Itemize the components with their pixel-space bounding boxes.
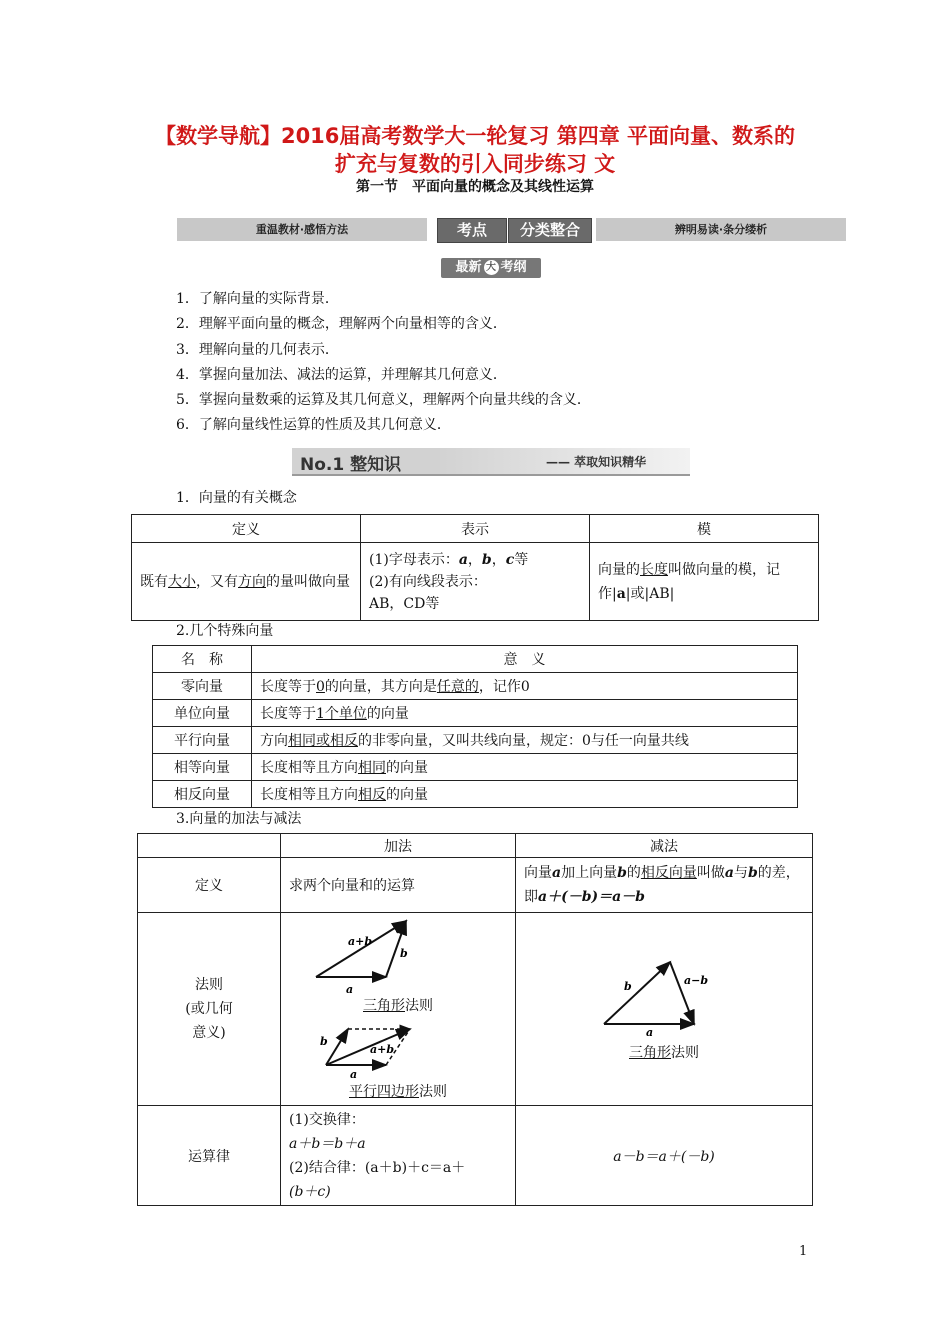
- underlined-term: 方向: [238, 573, 266, 590]
- banner-right: 辨明易读·条分缕析: [596, 218, 846, 241]
- header-cell: 表示: [361, 515, 590, 543]
- text: 向量的: [598, 561, 640, 578]
- underlined-term: 相反: [358, 787, 386, 803]
- label-a: a: [350, 1068, 358, 1079]
- law-formula: (b＋c): [289, 1183, 331, 1200]
- text: 的向量: [386, 787, 428, 803]
- underlined-term: 长度: [640, 561, 668, 578]
- title-line-2: 扩充与复数的引入同步练习 文: [334, 152, 616, 176]
- sub-rule-cell: [516, 913, 813, 1106]
- text: 的量叫做向量: [266, 573, 350, 590]
- representation-cell: [361, 543, 590, 621]
- knowledge-header-label: No.1 整知识: [300, 455, 402, 475]
- underlined-term: 0: [316, 679, 325, 695]
- underlined-term: 相同或相反: [288, 733, 358, 749]
- list-item: 1．了解向量的实际背景．: [176, 291, 339, 307]
- knowledge-header-note: —— 萃取知识精华: [546, 455, 647, 469]
- text: 既有: [140, 573, 168, 590]
- var-a: a: [724, 865, 734, 881]
- meaning-cell: [252, 781, 798, 808]
- label-a-minus-b: a−b: [684, 974, 709, 987]
- table-row: [153, 700, 798, 727]
- label-a-plus-b: a+b: [370, 1043, 395, 1056]
- rep-line-2: (2)有向线段表示：: [369, 573, 487, 590]
- header-cell: 减法: [516, 834, 813, 858]
- underlined-term: 大小: [168, 573, 196, 590]
- header-cell: 模: [590, 515, 819, 543]
- badge-text-b: 考纲: [500, 260, 527, 275]
- law-line: (2)结合律：(a＋b)＋c＝a＋: [289, 1159, 466, 1176]
- vector-diff-arrow: [670, 962, 694, 1024]
- vector-b-arrow: [604, 962, 670, 1024]
- badge-text-a: 最新: [455, 260, 482, 275]
- var-a: a: [458, 551, 468, 568]
- page-number: 1: [799, 1244, 808, 1259]
- text: 长度相等且方向: [260, 760, 358, 776]
- var-b: b: [617, 865, 627, 881]
- parallelogram-rule-figure: [298, 1021, 498, 1079]
- label-b: b: [400, 947, 408, 960]
- underlined-term: 平行四边形: [349, 1084, 419, 1100]
- text: 与: [733, 865, 748, 881]
- definition-cell: [132, 543, 361, 621]
- text: 法则: [671, 1045, 699, 1061]
- vector-sum-arrow: [316, 921, 406, 977]
- row-label: 定义: [138, 858, 281, 913]
- name-cell: 单位向量: [153, 700, 252, 727]
- sub-definition: [516, 858, 813, 913]
- name-cell: 相等向量: [153, 754, 252, 781]
- underlined-term: 相同: [358, 760, 386, 776]
- text: ，: [467, 551, 482, 568]
- var-b: b: [747, 865, 758, 881]
- text: ，: [491, 551, 506, 568]
- section-3-heading: 3.向量的加法与减法: [176, 811, 302, 827]
- text: 的向量: [386, 760, 428, 776]
- banner-fenlei: 分类整合: [508, 218, 592, 243]
- triangle-rule-figure: [298, 917, 498, 999]
- parallelogram-rule-caption: [281, 1081, 515, 1101]
- table-row: [153, 727, 798, 754]
- triangle-rule-caption: [281, 995, 515, 1015]
- add-rule-cell: [281, 913, 516, 1106]
- document-title: [120, 122, 830, 178]
- underlined-term: 任意的: [436, 679, 479, 695]
- underlined-term: 三角形: [629, 1045, 671, 1061]
- modulus-cell: [590, 543, 819, 621]
- name-cell: 零向量: [153, 673, 252, 700]
- label-a: a: [346, 983, 354, 996]
- list-item: 6．了解向量线性运算的性质及其几何意义．: [176, 417, 451, 434]
- var-a: a: [552, 865, 562, 881]
- text: 的: [626, 865, 641, 881]
- label-line: 法则: [195, 977, 223, 993]
- law-formula: a＋b＝b＋a: [289, 1135, 366, 1152]
- table-row: [153, 754, 798, 781]
- law-line: (1)交换律：: [289, 1111, 365, 1128]
- meaning-cell: [252, 700, 798, 727]
- add-definition: 求两个向量和的运算: [281, 858, 516, 913]
- text: 的向量，其方向是: [324, 679, 437, 695]
- latest-syllabus-badge: [441, 258, 541, 278]
- text: 的差，即: [524, 865, 800, 905]
- table-row: [153, 781, 798, 808]
- title-line-1: 【数学导航】2016届高考数学大一轮复习 第四章 平面向量、数系的: [154, 124, 796, 148]
- text: 长度等于: [260, 679, 316, 695]
- text: 法则: [419, 1084, 447, 1100]
- var-c: c: [505, 551, 515, 568]
- underlined-term: 三角形: [363, 998, 405, 1014]
- label-line: 意义): [192, 1025, 226, 1041]
- add-sub-table: [137, 833, 813, 1206]
- table-row: [153, 673, 798, 700]
- header-cell: [138, 834, 281, 858]
- rep-line-1: [369, 549, 581, 571]
- banner-left: 重温教材·感悟方法: [177, 218, 427, 241]
- text: 的非零向量，又叫共线向量，规定：0与任一向量共线: [358, 733, 689, 749]
- list-item: 2．理解平面向量的概念，理解两个向量相等的含义．: [176, 316, 507, 333]
- label-a: a: [646, 1026, 654, 1036]
- text: 长度相等且方向: [260, 787, 358, 803]
- badge-dot-icon: 大: [484, 260, 499, 275]
- underlined-term: 相反向量: [640, 865, 697, 881]
- header-cell: 加法: [281, 834, 516, 858]
- row-label: [138, 913, 281, 1106]
- banner-kaodian: 考点: [437, 218, 507, 243]
- underlined-term: 1个单位: [316, 706, 367, 722]
- header-cell: 意 义: [252, 646, 798, 673]
- label-line: (或几何: [185, 1001, 233, 1017]
- section-2-heading: 2.几个特殊向量: [176, 623, 274, 639]
- text: 方向: [260, 733, 288, 749]
- var-a: a: [616, 585, 626, 602]
- text: 叫做向量的模，记作|: [598, 561, 780, 602]
- section-subtitle: 第一节 平面向量的概念及其线性运算: [356, 179, 594, 195]
- sub-rule-caption: [516, 1042, 812, 1062]
- text: |或|AB|: [625, 585, 675, 602]
- text: 叫做: [696, 865, 725, 881]
- header-cell: 名 称: [153, 646, 252, 673]
- text: 长度等于: [260, 706, 316, 722]
- knowledge-header: [292, 448, 690, 476]
- text: ，记作0: [478, 679, 530, 695]
- add-law-cell: [281, 1106, 516, 1206]
- row-label: 运算律: [138, 1106, 281, 1206]
- subtraction-triangle-figure: [564, 956, 764, 1036]
- concept-table: [131, 514, 819, 621]
- name-cell: 相反向量: [153, 781, 252, 808]
- text: 法则: [405, 998, 433, 1014]
- text: (1)字母表示：: [369, 551, 459, 568]
- meaning-cell: [252, 754, 798, 781]
- list-item: 3．理解向量的几何表示．: [176, 341, 339, 358]
- text: 等: [514, 551, 529, 568]
- label-b: b: [624, 980, 632, 993]
- meaning-cell: [252, 727, 798, 754]
- list-item: 5．掌握向量数乘的运算及其几何意义，理解两个向量共线的含义．: [176, 392, 591, 409]
- special-vectors-table: [152, 645, 798, 808]
- label-b: b: [320, 1035, 328, 1048]
- header-cell: 定义: [132, 515, 361, 543]
- meaning-cell: [252, 673, 798, 700]
- name-cell: 平行向量: [153, 727, 252, 754]
- text: 向量: [524, 865, 552, 881]
- text: 的向量: [366, 706, 409, 722]
- var-b: b: [481, 551, 492, 568]
- formula: a＋(－b)＝a－b: [538, 889, 645, 905]
- sub-law-cell: a－b＝a＋(－b): [516, 1106, 813, 1206]
- section-1-heading: 1．向量的有关概念: [176, 490, 297, 506]
- list-item: 4．掌握向量加法、减法的运算，并理解其几何意义．: [176, 366, 507, 383]
- text: 加上向量: [561, 865, 618, 881]
- label-a-plus-b: a+b: [348, 935, 373, 948]
- text: ，又有: [196, 573, 238, 590]
- rep-line-3: AB，CD等: [369, 595, 440, 612]
- syllabus-list: [176, 287, 591, 439]
